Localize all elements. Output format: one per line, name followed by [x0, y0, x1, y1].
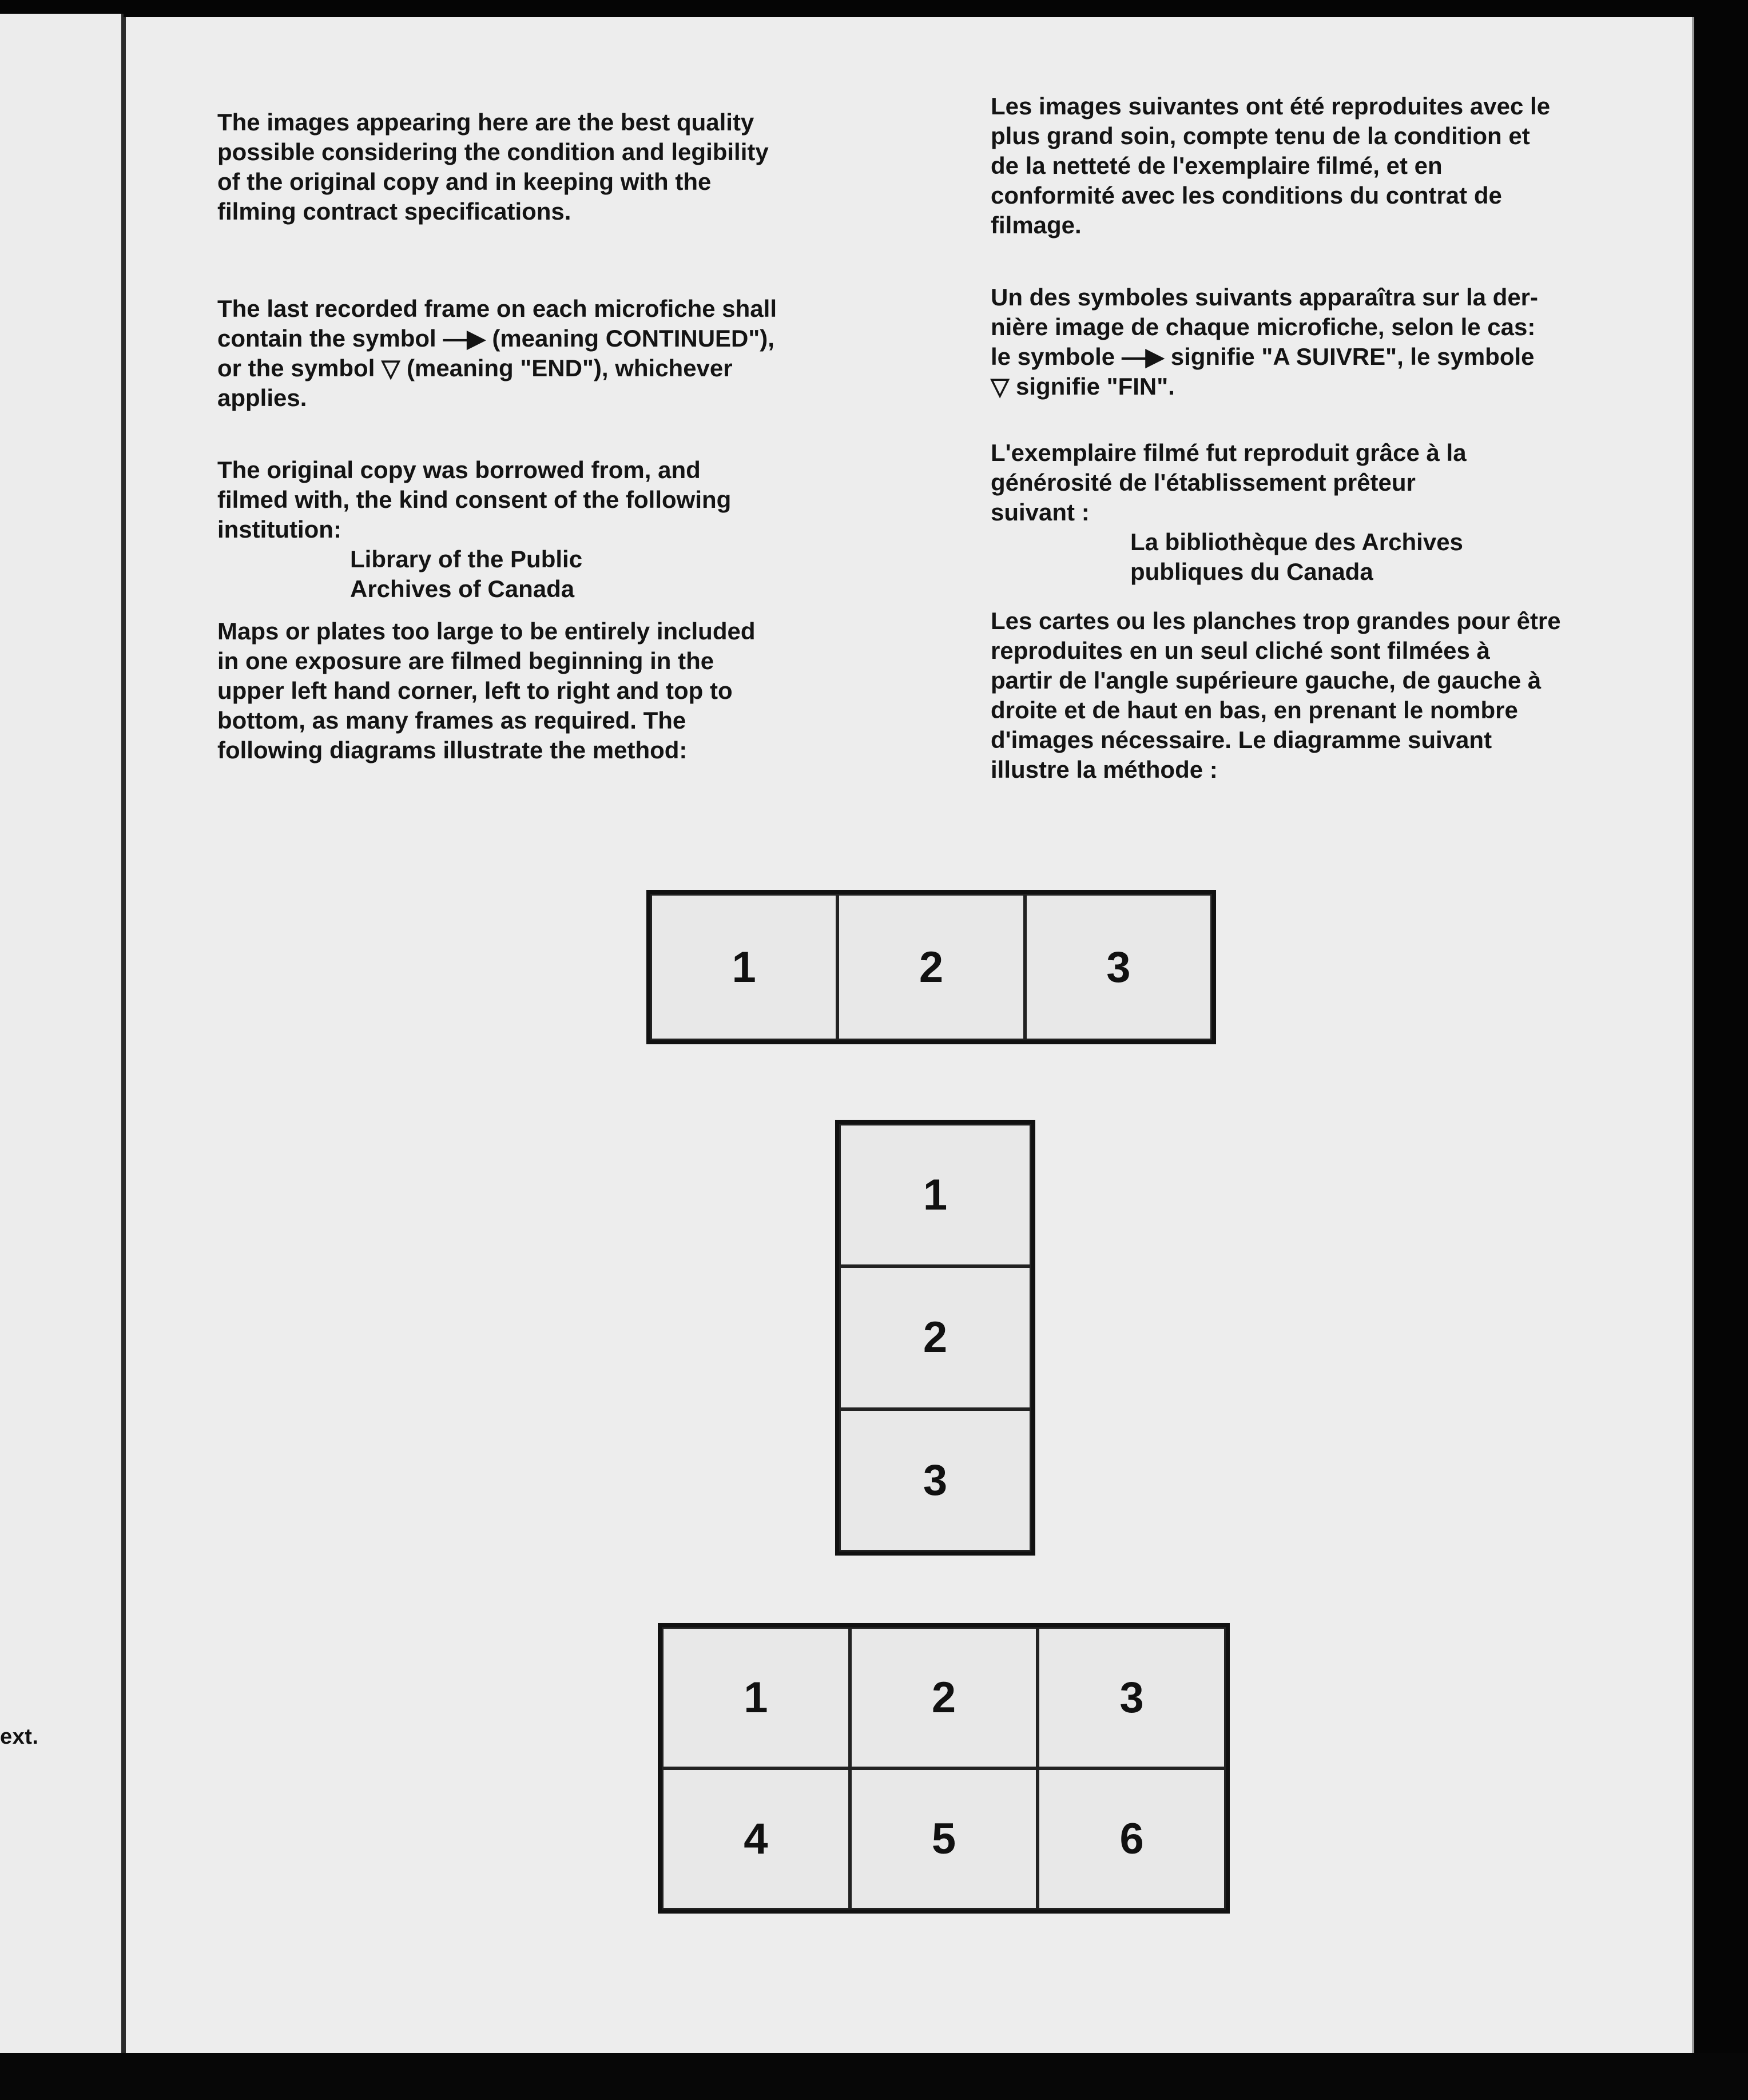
- scanner-border-right: [1692, 0, 1748, 2100]
- diagram-frame-cell: 5: [850, 1768, 1038, 1910]
- diagram-frame-cell: 1: [650, 894, 837, 1040]
- english-column: [217, 108, 847, 226]
- french-institution-name: La bibliothèque des Archives publiques du Canada: [1130, 528, 1463, 585]
- diagram-frame-cell: 1: [839, 1124, 1031, 1266]
- diagram-frame-cell: 1: [662, 1627, 850, 1768]
- french-maps-notice: Les cartes ou les planches trop grandes pour être reproduites en un seul cliché sont filmées à partir de l'angle supérieure gauche, de gauche à droite et de haut en bas, en prenant le nombre d'images nécessaire. Le diagramme suivant illustre la méthode :: [991, 607, 1561, 783]
- french-maps-block: [991, 606, 1631, 785]
- english-symbol-notice-block: [217, 294, 847, 413]
- french-quality-notice: Les images suivantes ont été reproduites avec le plus grand soin, compte tenu de la condition et de la netteté de l'exemplaire filmé, et en conformité avec les conditions du contrat de filmage.: [991, 93, 1551, 238]
- diagram-frame-cell: 6: [1038, 1768, 1226, 1910]
- diagram-frame-cell: 3: [1038, 1627, 1226, 1768]
- english-consent-block: [217, 455, 847, 604]
- scanner-border-bottom: [0, 2053, 1748, 2100]
- english-consent-notice: The original copy was borrowed from, and filmed with, the kind consent of the following institution:: [217, 456, 732, 543]
- english-symbol-notice: The last recorded frame on each microfiche shall contain the symbol —▶ (meaning CONTINUED"), or the symbol ▽ (meaning "END"), whichever applies.: [217, 295, 777, 411]
- french-symbol-notice-block: [991, 283, 1631, 401]
- english-quality-notice: The images appearing here are the best quality possible considering the condition and legibility of the original copy and in keeping with the filming contract specifications.: [217, 109, 769, 225]
- diagram-frame-cell: 3: [1025, 894, 1212, 1040]
- diagram-frame-cell: 2: [837, 894, 1024, 1040]
- diagram-frame-cell: 2: [839, 1266, 1031, 1409]
- english-maps-block: [217, 617, 847, 765]
- diagram-horizontal-strip: [646, 890, 1216, 1044]
- diagram-frame-cell: 3: [839, 1409, 1031, 1552]
- previous-page-text-fragment: ext.: [0, 1725, 39, 1749]
- french-symbol-notice: Un des symboles suivants apparaîtra sur la der- nière image de chaque microfiche, selon le cas: le symbole —▶ signifie "A SUIVRE", le symbole ▽ signifie "FIN".: [991, 284, 1539, 400]
- diagram-vertical-strip: [835, 1120, 1035, 1556]
- diagram-frame-cell: 2: [850, 1627, 1038, 1768]
- previous-page-edge: [0, 14, 124, 2057]
- diagram-frame-cell: 4: [662, 1768, 850, 1910]
- english-institution-name: Library of the Public Archives of Canada: [350, 546, 583, 602]
- diagram-grid-2x3: [658, 1623, 1230, 1914]
- french-column: [991, 92, 1631, 240]
- french-consent-block: [991, 438, 1631, 587]
- scanner-border-top: [0, 0, 1748, 17]
- english-maps-notice: Maps or plates too large to be entirely included in one exposure are filmed beginning in the upper left hand corner, left to right and top to bottom, as many frames as required. The following diagrams illustrate the method:: [217, 618, 756, 763]
- french-consent-notice: L'exemplaire filmé fut reproduit grâce à la générosité de l'établissement prêteur suivant :: [991, 439, 1467, 526]
